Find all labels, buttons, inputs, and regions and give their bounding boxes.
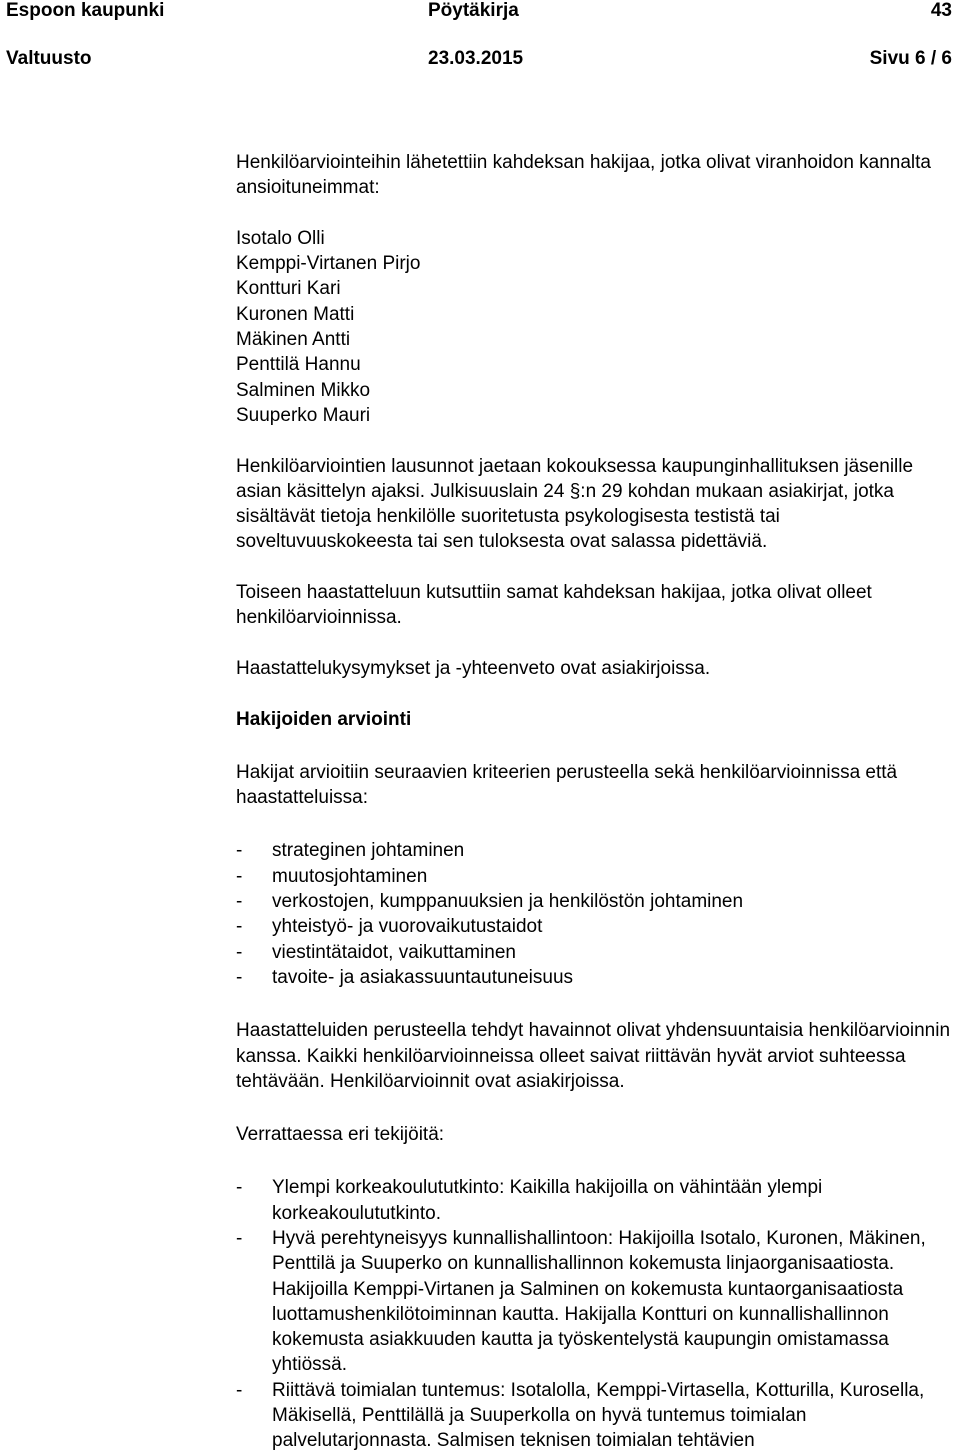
criteria-item [236,965,952,990]
criteria-text: tavoite- ja asiakassuuntautuneisuus [272,966,574,988]
criteria-item [236,889,952,914]
candidate-name: Salminen Mikko [236,379,371,401]
statements-paragraph: Henkilöarviointien lausunnot jaetaan kokouksessa kaupunginhallituksen jäsenille asian käsittelyn ajaksi. Julkisuuslain 24 §:n 29 kohdan mukaan asiakirjat, jotka sisältävät tietoja henkilölle suoritetusta psykologisesta testistä tai soveltuvuuskokeesta tai sen tuloksesta ovat salassa pidettäviä. [236,455,914,553]
dash-marker: - [236,941,243,963]
candidate-name: Suuperko Mauri [236,404,371,426]
candidate-name: Kemppi-Virtanen Pirjo [236,253,421,275]
criteria-text: verkostojen, kumppanuuksien ja henkilöstön johtaminen [272,891,744,913]
criteria-text: strateginen johtaminen [272,840,465,862]
dash-marker: - [236,840,243,862]
candidate-name: Isotalo Olli [236,227,325,249]
criteria-item [236,940,952,965]
assessment-heading: Hakijoiden arviointi [236,708,412,730]
comparison-list [236,1175,952,1453]
page-number: Sivu 6 / 6 [869,48,952,69]
dash-marker: - [236,1379,243,1401]
comparison-text: Riittävä toimialan tuntemus: Isotalolla, Kemppi-Virtasella, Kotturilla, Kurosella, Mäkisellä, Penttilällä ja Suuperkolla on hyvä tuntemus toimialan palvelutarjonnasta. Salmisen teknisen toimialan tehtävien [272,1379,925,1452]
dash-marker: - [236,891,243,913]
meeting-body: Valtuusto [6,48,92,69]
criteria-text: yhteistyö- ja vuorovaikutustaidot [272,916,543,938]
candidate-list [236,226,952,428]
comparison-item [236,1226,952,1378]
questions-paragraph: Haastattelukysymykset ja -yhteenveto ovat asiakirjoissa. [236,657,711,679]
dash-marker: - [236,865,243,887]
criteria-item [236,864,952,889]
organization-name: Espoon kaupunki [6,0,165,21]
candidate-name: Mäkinen Antti [236,329,351,351]
comparison-intro: Verrattaessa eri tekijöitä: [236,1124,445,1146]
dash-marker: - [236,1177,243,1199]
criteria-item [236,914,952,939]
dash-marker: - [236,966,243,988]
criteria-list [236,838,952,990]
comparison-text: Ylempi korkeakoulututkinto: Kaikilla hakijoilla on vähintään ylempi korkeakoulututkinto. [272,1177,823,1224]
dash-marker: - [236,1227,243,1249]
header-row-1 [0,0,960,26]
findings-paragraph: Haastatteluiden perusteella tehdyt havainnot olivat yhdensuuntaisia henkilöarvioinnin kanssa. Kaikki henkilöarvioinneissa olleet saivat riittävän hyvät arviot suhteessa tehtävään. Henkilöarvioinnit ovat asiakirjoissa. [236,1020,951,1092]
criteria-intro: Hakijat arvioitiin seuraavien kriteerien perusteella sekä henkilöarvioinnissa että haastatteluissa: [236,761,898,809]
intro-paragraph: Henkilöarviointeihin lähetettiin kahdeksan hakijaa, jotka olivat viranhoidon kannalta ansioituneimmat: [236,152,931,199]
comparison-item [236,1175,952,1226]
criteria-text: muutosjohtaminen [272,865,428,887]
dash-marker: - [236,916,243,938]
candidate-name: Kuronen Matti [236,303,355,325]
header-row-2 [0,48,960,74]
document-body [236,150,952,1454]
candidate-name: Penttilä Hannu [236,354,361,376]
criteria-text: viestintätaidot, vaikuttaminen [272,941,516,963]
section-number: 43 [930,0,952,21]
meeting-date: 23.03.2015 [428,48,524,69]
document-type: Pöytäkirja [428,0,519,21]
comparison-text: Hyvä perehtyneisyys kunnallishallintoon: Hakijoilla Isotalo, Kuronen, Mäkinen, Penttilä ja Suuperko on kunnallishallinnon kokemusta linjaorganisaatiosta. Hakijoilla Kemppi-Virtanen ja Salminen on kokemusta kuntaorganisaatiosta luottamushenkilötoiminnan kautta. Hakijalla Kontturi on kunnallishallinnon kokemusta asiakkuuden kautta ja työskentelystä kaupungin omistamassa yhtiössä. [272,1227,926,1376]
criteria-item [236,838,952,863]
candidate-name: Kontturi Kari [236,278,341,300]
second-interview-paragraph: Toiseen haastatteluun kutsuttiin samat kahdeksan hakijaa, jotka olivat olleet henkilöarvioinnissa. [236,582,872,629]
comparison-item [236,1378,952,1454]
